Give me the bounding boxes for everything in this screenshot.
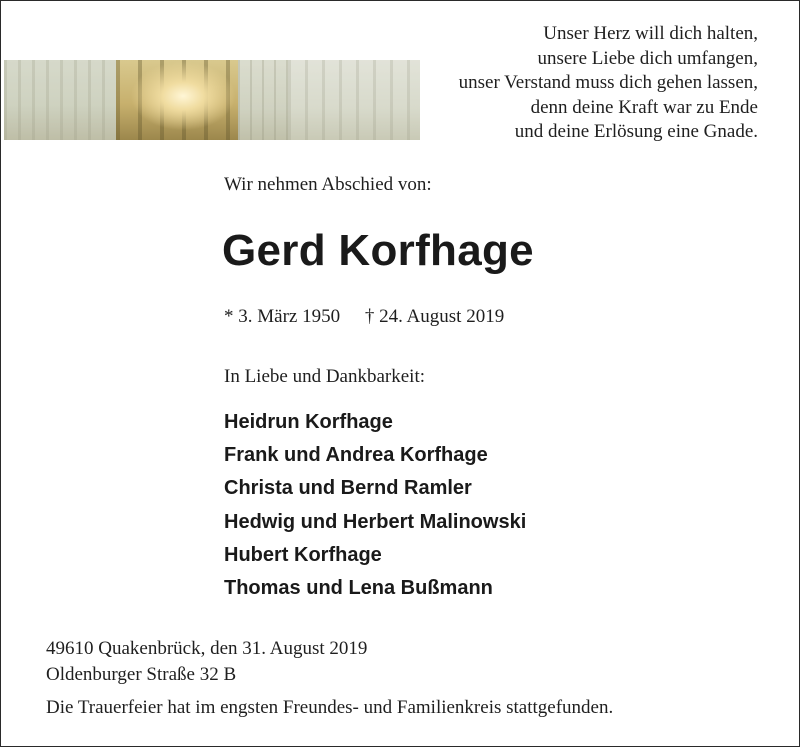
place-date: 49610 Quakenbrück, den 31. August 2019 xyxy=(46,638,368,659)
mourners-list xyxy=(224,406,526,605)
poem-line: und deine Erlösung eine Gnade. xyxy=(514,121,758,142)
footer xyxy=(46,636,613,721)
poem-line: unsere Liebe dich umfangen, xyxy=(537,47,758,69)
thanks-heading: In Liebe und Dankbarkeit: xyxy=(224,366,426,387)
forest-photo-strip xyxy=(4,60,420,140)
address: Oldenburger Straße 32 B xyxy=(46,664,237,685)
mourner-name: Christa und Bernd Ramler xyxy=(224,477,472,500)
life-dates xyxy=(224,306,504,328)
memorial-poem xyxy=(459,22,758,145)
forest-photo-panel xyxy=(4,60,116,140)
poem-line: Unser Herz will dich halten, xyxy=(543,23,758,44)
mourner-name: Thomas und Lena Bußmann xyxy=(224,577,493,600)
mourner-name: Frank und Andrea Korfhage xyxy=(224,444,488,467)
farewell-intro: Wir nehmen Abschied von: xyxy=(224,174,432,195)
poem-line: unser Verstand muss dich gehen lassen, xyxy=(458,72,758,93)
mourner-name: Hedwig und Herbert Malinowski xyxy=(224,510,527,533)
mourner-name: Hubert Korfhage xyxy=(224,543,382,566)
forest-photo-panel xyxy=(288,60,420,140)
forest-path-photo-panel xyxy=(116,60,238,140)
deceased-name: Gerd Korfhage xyxy=(222,226,534,275)
poem-line: denn deine Kraft war zu Ende xyxy=(530,96,758,118)
birth-date: * 3. März 1950 xyxy=(224,306,341,327)
forest-photo-panel xyxy=(238,60,288,140)
mourner-name: Heidrun Korfhage xyxy=(224,411,393,433)
ceremony-note: Die Trauerfeier hat im engsten Freundes- und Familienkreis stattgefunden. xyxy=(46,697,614,718)
death-date: † 24. August 2019 xyxy=(364,306,505,327)
